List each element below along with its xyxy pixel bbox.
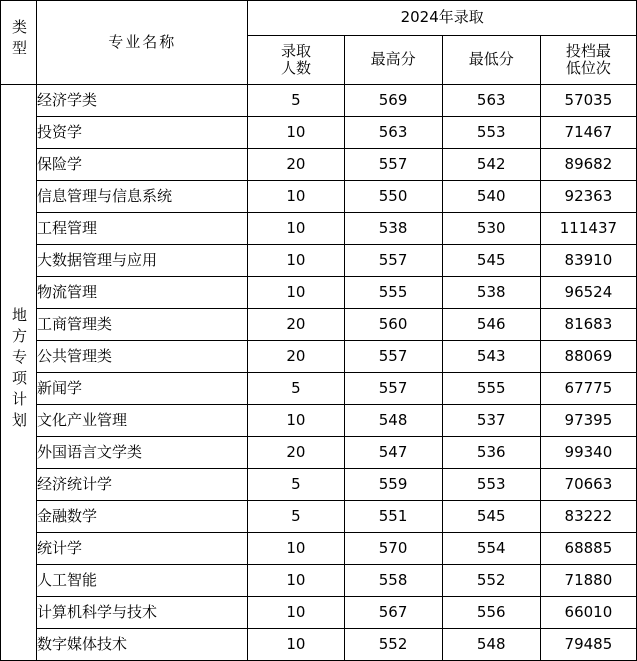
- cell-major: 工商管理类: [37, 309, 248, 341]
- table-row: [1, 565, 637, 597]
- header-col-count-line2: 人数: [280, 59, 311, 77]
- cell-count: 20: [248, 341, 344, 373]
- cell-low: 548: [442, 629, 540, 661]
- type-value-label: 地方专项计划: [10, 307, 29, 434]
- cell-count: 20: [248, 149, 344, 181]
- table-row: [1, 629, 637, 661]
- cell-count: 10: [248, 565, 344, 597]
- cell-high: 547: [344, 437, 442, 469]
- cell-major: 公共管理类: [37, 341, 248, 373]
- cell-low: 537: [442, 405, 540, 437]
- header-col-high: 最高分: [344, 36, 442, 85]
- cell-low: 546: [442, 309, 540, 341]
- cell-rank: 57035: [540, 85, 636, 117]
- cell-low: 545: [442, 501, 540, 533]
- header-col-count-line1: 录取: [280, 41, 311, 60]
- cell-count: 10: [248, 533, 344, 565]
- cell-high: 552: [344, 629, 442, 661]
- table-row: [1, 309, 637, 341]
- cell-count: 10: [248, 245, 344, 277]
- cell-rank: 88069: [540, 341, 636, 373]
- cell-major: 大数据管理与应用: [37, 245, 248, 277]
- table-header: [1, 1, 637, 85]
- table-row: [1, 213, 637, 245]
- table-row: [1, 469, 637, 501]
- cell-rank: 99340: [540, 437, 636, 469]
- header-major: 专业名称: [37, 1, 248, 85]
- table-row: [1, 277, 637, 309]
- header-type-label: 类型: [10, 19, 29, 62]
- cell-rank: 70663: [540, 469, 636, 501]
- cell-count: 10: [248, 117, 344, 149]
- cell-type-value: [1, 85, 37, 661]
- cell-low: 530: [442, 213, 540, 245]
- header-row-top: [1, 1, 637, 36]
- cell-low: 563: [442, 85, 540, 117]
- cell-count: 20: [248, 437, 344, 469]
- cell-major: 经济统计学: [37, 469, 248, 501]
- cell-rank: 83910: [540, 245, 636, 277]
- cell-count: 10: [248, 213, 344, 245]
- cell-major: 保险学: [37, 149, 248, 181]
- cell-low: 552: [442, 565, 540, 597]
- cell-high: 557: [344, 149, 442, 181]
- header-col-rank-line1: 投档最: [565, 41, 611, 60]
- cell-high: 557: [344, 341, 442, 373]
- cell-low: 545: [442, 245, 540, 277]
- cell-count: 5: [248, 501, 344, 533]
- table-body: [1, 85, 637, 661]
- cell-low: 553: [442, 469, 540, 501]
- table-row: [1, 373, 637, 405]
- cell-count: 5: [248, 373, 344, 405]
- cell-major: 信息管理与信息系统: [37, 181, 248, 213]
- table-row: [1, 437, 637, 469]
- cell-high: 557: [344, 245, 442, 277]
- cell-low: 556: [442, 597, 540, 629]
- cell-rank: 89682: [540, 149, 636, 181]
- cell-low: 555: [442, 373, 540, 405]
- cell-high: 551: [344, 501, 442, 533]
- cell-low: 540: [442, 181, 540, 213]
- cell-high: 570: [344, 533, 442, 565]
- cell-major: 外国语言文学类: [37, 437, 248, 469]
- table-row: [1, 117, 637, 149]
- cell-rank: 71880: [540, 565, 636, 597]
- cell-high: 557: [344, 373, 442, 405]
- cell-low: 554: [442, 533, 540, 565]
- cell-major: 金融数学: [37, 501, 248, 533]
- cell-high: 558: [344, 565, 442, 597]
- cell-high: 569: [344, 85, 442, 117]
- cell-major: 统计学: [37, 533, 248, 565]
- cell-high: 559: [344, 469, 442, 501]
- cell-high: 550: [344, 181, 442, 213]
- cell-rank: 97395: [540, 405, 636, 437]
- header-col-low: 最低分: [442, 36, 540, 85]
- cell-major: 新闻学: [37, 373, 248, 405]
- cell-major: 计算机科学与技术: [37, 597, 248, 629]
- cell-major: 投资学: [37, 117, 248, 149]
- cell-count: 10: [248, 405, 344, 437]
- header-col-rank: [540, 36, 636, 85]
- table-row: [1, 341, 637, 373]
- cell-low: 536: [442, 437, 540, 469]
- table-row: [1, 181, 637, 213]
- cell-count: 10: [248, 597, 344, 629]
- cell-rank: 71467: [540, 117, 636, 149]
- cell-count: 10: [248, 629, 344, 661]
- cell-major: 工程管理: [37, 213, 248, 245]
- table-row: [1, 85, 637, 117]
- cell-rank: 68885: [540, 533, 636, 565]
- table-row: [1, 533, 637, 565]
- header-type: [1, 1, 37, 85]
- cell-count: 5: [248, 85, 344, 117]
- cell-high: 538: [344, 213, 442, 245]
- cell-high: 563: [344, 117, 442, 149]
- cell-high: 555: [344, 277, 442, 309]
- cell-rank: 67775: [540, 373, 636, 405]
- table-row: [1, 597, 637, 629]
- cell-high: 567: [344, 597, 442, 629]
- cell-rank: 81683: [540, 309, 636, 341]
- cell-low: 543: [442, 341, 540, 373]
- cell-major: 物流管理: [37, 277, 248, 309]
- table-row: [1, 405, 637, 437]
- cell-major: 经济学类: [37, 85, 248, 117]
- cell-low: 542: [442, 149, 540, 181]
- cell-rank: 66010: [540, 597, 636, 629]
- cell-count: 10: [248, 277, 344, 309]
- table-row: [1, 245, 637, 277]
- cell-rank: 83222: [540, 501, 636, 533]
- cell-major: 人工智能: [37, 565, 248, 597]
- cell-major: 数字媒体技术: [37, 629, 248, 661]
- cell-rank: 96524: [540, 277, 636, 309]
- table-row: [1, 501, 637, 533]
- table-row: [1, 149, 637, 181]
- header-col-count: [248, 36, 344, 85]
- cell-low: 553: [442, 117, 540, 149]
- cell-major: 文化产业管理: [37, 405, 248, 437]
- cell-rank: 92363: [540, 181, 636, 213]
- header-col-rank-line2: 低位次: [565, 59, 611, 77]
- cell-rank: 111437: [540, 213, 636, 245]
- cell-low: 538: [442, 277, 540, 309]
- cell-count: 5: [248, 469, 344, 501]
- cell-rank: 79485: [540, 629, 636, 661]
- cell-high: 548: [344, 405, 442, 437]
- cell-high: 560: [344, 309, 442, 341]
- cell-count: 10: [248, 181, 344, 213]
- cell-count: 20: [248, 309, 344, 341]
- header-year-group: 2024年录取: [248, 1, 637, 36]
